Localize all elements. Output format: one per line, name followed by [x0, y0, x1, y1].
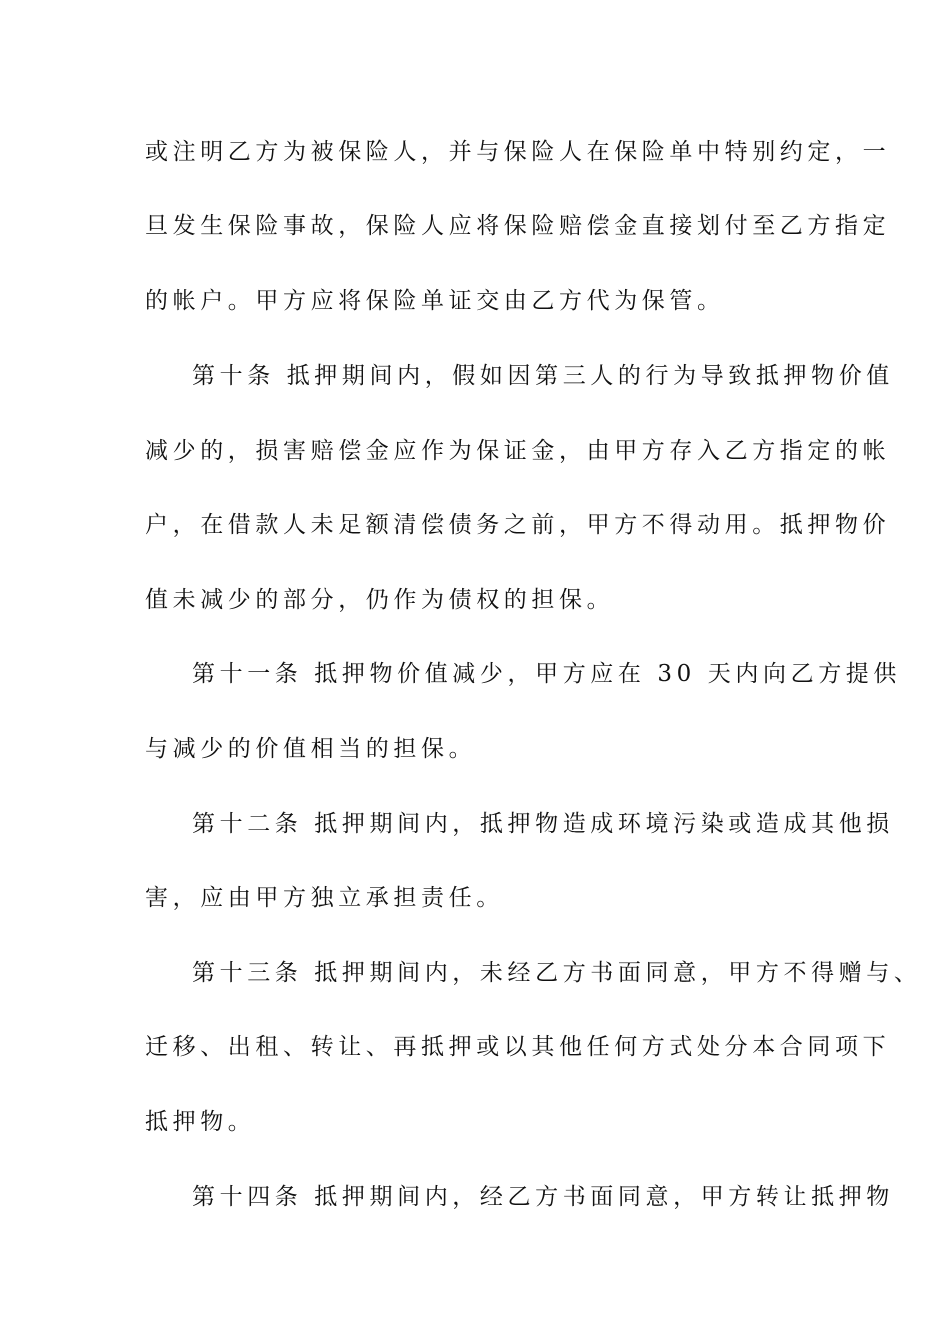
paragraph-start-article-11: 第十一条 抵押物价值减少，甲方应在 30 天内向乙方提供 — [192, 661, 901, 687]
paragraph-start-article-13: 第十三条 抵押期间内，未经乙方书面同意，甲方不得赠与、 — [192, 960, 922, 986]
text-line: 的帐户。甲方应将保险单证交由乙方代为保管。 — [145, 288, 725, 314]
text-line: 旦发生保险事故，保险人应将保险赔偿金直接划付至乙方指定 — [145, 213, 891, 239]
paragraph-start-article-10: 第十条 抵押期间内，假如因第三人的行为导致抵押物价值 — [192, 363, 894, 389]
text-line: 值未减少的部分，仍作为债权的担保。 — [145, 587, 615, 613]
text-line: 户，在借款人未足额清偿债务之前，甲方不得动用。抵押物价 — [145, 512, 891, 538]
paragraph-start-article-12: 第十二条 抵押期间内，抵押物造成环境污染或造成其他损 — [192, 811, 894, 837]
text-line: 与减少的价值相当的担保。 — [145, 736, 477, 762]
text-line: 抵押物。 — [145, 1109, 256, 1135]
text-line: 减少的，损害赔偿金应作为保证金，由甲方存入乙方指定的帐 — [145, 438, 891, 464]
text-line: 或注明乙方为被保险人，并与保险人在保险单中特别约定，一 — [145, 139, 891, 165]
text-line: 害，应由甲方独立承担责任。 — [145, 885, 504, 911]
text-line: 迁移、出租、转让、再抵押或以其他任何方式处分本合同项下 — [145, 1034, 891, 1060]
paragraph-start-article-14: 第十四条 抵押期间内，经乙方书面同意，甲方转让抵押物 — [192, 1184, 894, 1210]
